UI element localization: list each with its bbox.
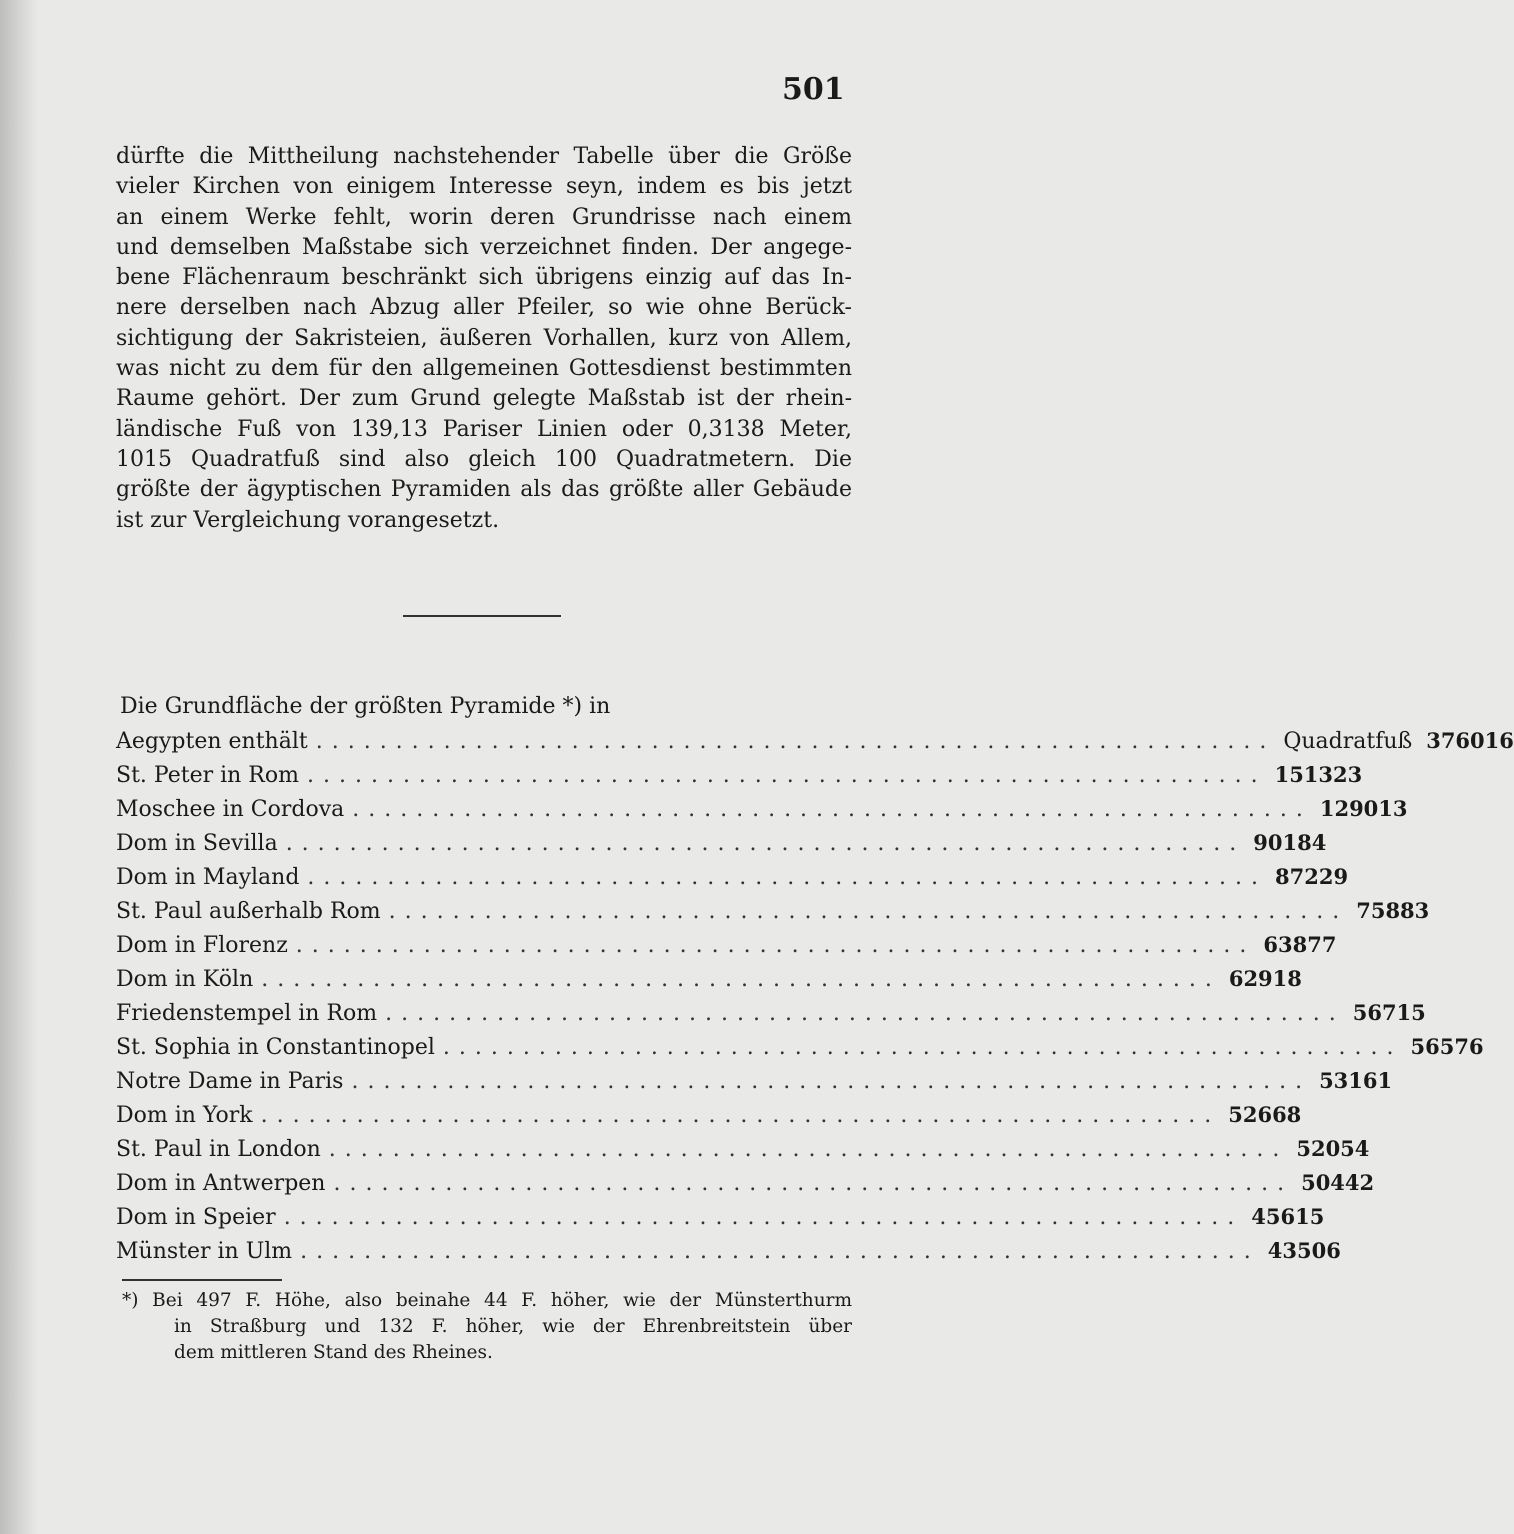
table-row: [116, 792, 1408, 826]
section-divider: [403, 615, 561, 617]
table-row: [116, 724, 1514, 758]
dot-leader: ............................................................: [328, 1137, 1289, 1162]
church-name: Aegypten enthält: [116, 729, 308, 754]
church-name: Notre Dame in Paris: [116, 1069, 344, 1094]
area-value: 52054: [1296, 1136, 1370, 1161]
area-value: 129013: [1319, 796, 1408, 821]
area-value: 52668: [1228, 1102, 1302, 1127]
table-row: [116, 928, 1337, 962]
table-row: [116, 860, 1349, 894]
body-paragraph: [116, 142, 852, 536]
church-name: Dom in Sevilla: [116, 831, 278, 856]
church-name: Dom in York: [116, 1103, 253, 1128]
dot-leader: ............................................................: [285, 831, 1246, 856]
area-value: 376016: [1426, 728, 1514, 753]
church-name: Moschee in Cordova: [116, 797, 345, 822]
table-row: [116, 894, 1430, 928]
church-name: St. Sophia in Constantinopel: [116, 1035, 435, 1060]
paragraph-line: sichtigung der Sakristeien, äußeren Vorhallen, kurz von Allem,: [116, 325, 852, 351]
paragraph-line: bene Flächenraum beschränkt sich übrigens einzig auf das In-: [116, 265, 852, 291]
dot-leader: ............................................................: [315, 729, 1276, 754]
table-row: [116, 1166, 1375, 1200]
paragraph-line: was nicht zu dem für den allgemeinen Gottesdienst bestimmten: [116, 356, 852, 382]
dot-leader: ............................................................: [295, 933, 1256, 958]
dot-leader: ............................................................: [300, 1239, 1260, 1264]
dot-leader: ............................................................: [385, 1001, 1345, 1026]
dot-leader: ............................................................: [351, 1069, 1312, 1094]
area-value: 63877: [1263, 932, 1337, 957]
dot-leader: ............................................................: [333, 1171, 1294, 1196]
church-name: Münster in Ulm: [116, 1239, 293, 1264]
paragraph-line: Raume gehört. Der zum Grund gelegte Maßstab ist der rhein-: [116, 386, 852, 412]
area-value: 151323: [1274, 762, 1363, 787]
paragraph-line: nere derselben nach Abzug aller Pfeiler, so wie ohne Berück-: [116, 295, 852, 321]
church-name: Dom in Antwerpen: [116, 1171, 326, 1196]
table-caption: Die Grundfläche der größten Pyramide *) in: [120, 694, 611, 719]
table-row: [116, 1064, 1393, 1098]
paragraph-line: ist zur Vergleichung vorangesetzt.: [116, 507, 500, 533]
church-area-table: [116, 690, 1514, 1268]
table-row: [116, 996, 1426, 1030]
table-row: [116, 1132, 1370, 1166]
area-value: 45615: [1251, 1204, 1325, 1229]
dot-leader: ............................................................: [283, 1205, 1244, 1230]
paragraph-line: größte der ägyptischen Pyramiden als das größte aller Gebäude: [116, 477, 852, 503]
dot-leader: ............................................................: [442, 1035, 1403, 1060]
area-value: 43506: [1267, 1238, 1341, 1263]
church-name: St. Paul in London: [116, 1137, 321, 1162]
paragraph-line: an einem Werke fehlt, worin deren Grundrisse nach einem: [116, 204, 852, 230]
paragraph-line: vieler Kirchen von einigem Interesse seyn, indem es bis jetzt: [116, 174, 852, 200]
dot-leader: ............................................................: [306, 763, 1267, 788]
area-value: 50442: [1301, 1170, 1375, 1195]
paragraph-line: und demselben Maßstabe sich verzeichnet finden. Der angege-: [116, 234, 852, 260]
area-value: 62918: [1228, 966, 1302, 991]
area-value: 53161: [1319, 1068, 1393, 1093]
table-row: [116, 826, 1327, 860]
church-name: St. Peter in Rom: [116, 763, 299, 788]
church-name: Dom in Florenz: [116, 933, 288, 958]
table-row: [116, 758, 1363, 792]
area-value: 56715: [1352, 1000, 1426, 1025]
footnote-divider: [122, 1279, 282, 1281]
table-row: [116, 1030, 1484, 1064]
dot-leader: ............................................................: [260, 1103, 1221, 1128]
paragraph-line: 1015 Quadratfuß sind also gleich 100 Quadratmetern. Die: [116, 446, 852, 472]
church-name: Dom in Köln: [116, 967, 254, 992]
church-name: St. Paul außerhalb Rom: [116, 899, 381, 924]
page-number: 501: [782, 72, 845, 107]
area-value: 56576: [1410, 1034, 1484, 1059]
area-value: 87229: [1275, 864, 1349, 889]
church-name: Friedenstempel in Rom: [116, 1001, 378, 1026]
page-gutter-shadow: [0, 0, 38, 1534]
dot-leader: ............................................................: [261, 967, 1221, 992]
paragraph-line: ländische Fuß von 139,13 Pariser Linien oder 0,3138 Meter,: [116, 416, 852, 442]
dot-leader: ............................................................: [307, 865, 1268, 890]
footnote: [122, 1288, 852, 1366]
table-row: [116, 1098, 1302, 1132]
church-name: Dom in Speier: [116, 1205, 276, 1230]
area-value: 90184: [1253, 830, 1327, 855]
footnote-line: *) Bei 497 F. Höhe, also beinahe 44 F. höher, wie der Münsterthurm: [122, 1290, 852, 1311]
footnote-line: dem mittleren Stand des Rheines.: [174, 1342, 493, 1363]
table-row: [116, 962, 1302, 996]
footnote-line: in Straßburg und 132 F. höher, wie der Ehrenbreitstein über: [174, 1316, 852, 1337]
dot-leader: ............................................................: [388, 899, 1349, 924]
unit-label: Quadratfuß: [1283, 729, 1413, 754]
table-row: [116, 1234, 1341, 1268]
table-row: [116, 1200, 1325, 1234]
area-value: 75883: [1356, 898, 1430, 923]
dot-leader: ............................................................: [352, 797, 1312, 822]
church-name: Dom in Mayland: [116, 865, 300, 890]
paragraph-line: dürfte die Mittheilung nachstehender Tabelle über die Größe: [116, 144, 852, 169]
